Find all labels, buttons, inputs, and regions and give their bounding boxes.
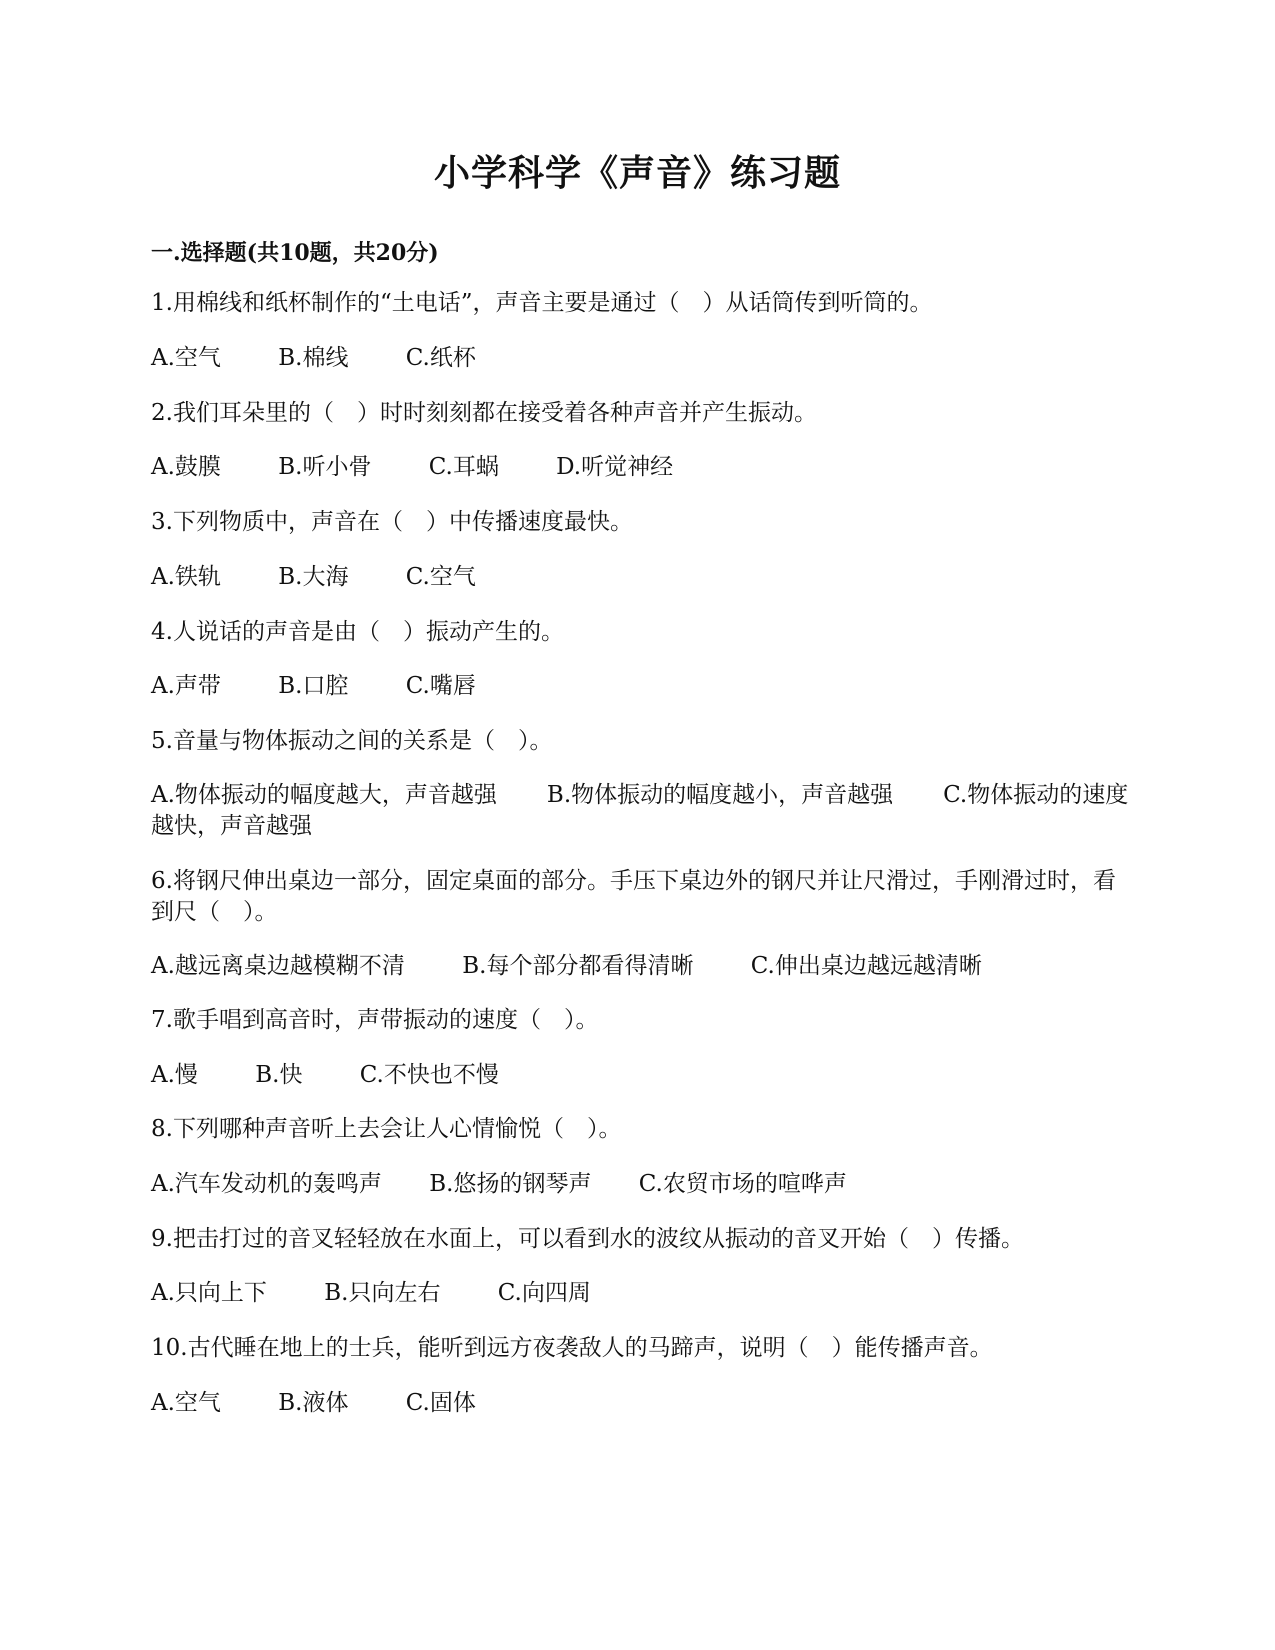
question-options xyxy=(151,780,1131,842)
option: B.只向左右 xyxy=(324,1280,441,1306)
question-stem: 6.将钢尺伸出桌边一部分，固定桌面的部分。手压下桌边外的钢尺并让尺滑过，手刚滑过时，看到尺（ ）。 xyxy=(151,868,1116,925)
option: B.口腔 xyxy=(278,673,349,699)
section-heading: 一.选择题(共10题，共20分) xyxy=(151,240,439,266)
question-stem: 3.下列物质中，声音在（ ）中传播速度最快。 xyxy=(151,509,633,535)
page-title: 小学科学《声音》练习题 xyxy=(433,152,841,194)
question-options xyxy=(151,1169,1131,1200)
option: B.听小骨 xyxy=(278,454,372,480)
option: A.声带 xyxy=(151,673,221,699)
option: C.不快也不慢 xyxy=(359,1062,499,1088)
question-options xyxy=(151,1060,1131,1091)
option: C.固体 xyxy=(405,1390,476,1416)
option: A.慢 xyxy=(151,1062,198,1088)
option: B.快 xyxy=(255,1062,303,1088)
option: B.液体 xyxy=(278,1390,349,1416)
question-stem: 10.古代睡在地上的士兵，能听到远方夜袭敌人的马蹄声，说明（ ）能传播声音。 xyxy=(151,1335,993,1361)
question-stem: 9.把击打过的音叉轻轻放在水面上，可以看到水的波纹从振动的音叉开始（ ）传播。 xyxy=(151,1226,1024,1252)
option: C.空气 xyxy=(405,564,476,590)
question-stem: 8.下列哪种声音听上去会让人心情愉悦（ ）。 xyxy=(151,1116,622,1142)
question-options xyxy=(151,1388,1131,1419)
option: A.汽车发动机的轰鸣声 xyxy=(151,1171,382,1197)
question-options xyxy=(151,562,1131,593)
option: C.耳蜗 xyxy=(428,454,499,480)
option: C.纸杯 xyxy=(405,345,476,371)
option: A.空气 xyxy=(151,1390,221,1416)
option: D.听觉神经 xyxy=(556,454,674,480)
question-stem: 7.歌手唱到高音时，声带振动的速度（ ）。 xyxy=(151,1007,599,1033)
question-options xyxy=(151,671,1131,702)
option: B.每个部分都看得清晰 xyxy=(462,953,694,979)
question-stem: 5.音量与物体振动之间的关系是（ ）。 xyxy=(151,728,553,754)
question-options xyxy=(151,452,1131,483)
option: B.大海 xyxy=(278,564,349,590)
question-stem: 1.用棉线和纸杯制作的“土电话”，声音主要是通过（ ）从话筒传到听筒的。 xyxy=(151,290,933,316)
question-options xyxy=(151,1278,1131,1309)
option: C.物体振动的速度越快，声音越强 xyxy=(151,782,1129,839)
option: A.越远离桌边越模糊不清 xyxy=(151,953,405,979)
option: A.物体振动的幅度越大，声音越强 xyxy=(151,782,497,808)
question-options xyxy=(151,951,1131,982)
option: A.只向上下 xyxy=(151,1280,267,1306)
option: A.空气 xyxy=(151,345,221,371)
question-stem: 4.人说话的声音是由（ ）振动产生的。 xyxy=(151,619,564,645)
option: B.棉线 xyxy=(278,345,349,371)
option: A.铁轨 xyxy=(151,564,221,590)
option: B.悠扬的钢琴声 xyxy=(429,1171,592,1197)
option: C.嘴唇 xyxy=(405,673,476,699)
question-stem: 2.我们耳朵里的（ ）时时刻刻都在接受着各种声音并产生振动。 xyxy=(151,400,817,426)
option: C.伸出桌边越远越清晰 xyxy=(750,953,982,979)
option: B.物体振动的幅度越小，声音越强 xyxy=(546,782,894,808)
option: A.鼓膜 xyxy=(151,454,221,480)
option: C.农贸市场的喧哗声 xyxy=(638,1171,847,1197)
option: C.向四周 xyxy=(497,1280,591,1306)
question-options xyxy=(151,343,1131,374)
